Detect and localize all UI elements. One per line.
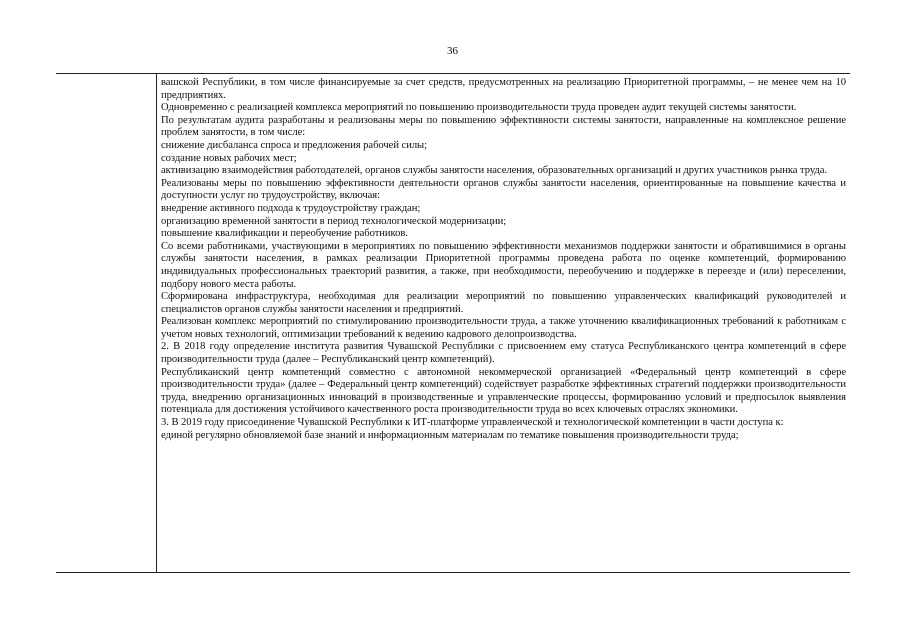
paragraph: снижение дисбаланса спроса и предложения рабочей силы; xyxy=(161,139,428,151)
paragraph: По результатам аудита разработаны и реализованы меры по повышению эффективности системы занятости, направленные на комплексное решение проблем занятости, в том числе: xyxy=(161,114,846,139)
paragraph: единой регулярно обновляемой базе знаний и информационным материалам по тематике повышения производительности труда; xyxy=(161,429,739,441)
paragraph: вашской Республики, в том числе финансируемые за счет средств, предусмотренных на реализацию Приоритетной программы, – не менее чем на 10 предприятиях. xyxy=(161,77,846,101)
paragraph: Сформирована инфраструктура, необходимая для реализации мероприятий по повышению управленческих квалификаций руководителей и специалистов органов службы занятости населения и предприятий. xyxy=(161,291,846,315)
paragraph: повышение квалификации и переобучение работников. xyxy=(161,228,408,240)
paragraph: 2. В 2018 году определение института развития Чувашской Республики с присвоением ему статуса Республиканского центра компетенций в сфере производительности труда (далее – Республиканский центр компетенций). xyxy=(161,341,846,366)
table-left-cell xyxy=(56,74,157,572)
page-number: 36 xyxy=(447,45,458,57)
paragraph: Со всеми работниками, участвующими в мероприятиях по повышению эффективности механизмов поддержки занятости и обратившимися в органы службы занятости населения, в рамках реализации Приоритетной программы проведена работа по оценке компетенций, формированию индивидуальных профессиональных траекторий развития, а также, при необходимости, переобучению и поддержке в переезде и (или) переселении, подбору нового места работы. xyxy=(161,240,846,290)
paragraph: Реализованы меры по повышению эффективности деятельности органов службы занятости населения, ориентированные на повышение качества и доступности услуг по трудоустройству, включая: xyxy=(161,177,846,202)
paragraph: 3. В 2019 году присоединение Чувашской Республики к ИТ-платформе управленческой и технологической компетенции в части доступа к: xyxy=(161,417,784,429)
table-right-cell xyxy=(157,74,850,572)
paragraph: активизацию взаимодействия работодателей, органов службы занятости населения, образовательных организаций и других участников рынка труда. xyxy=(161,165,827,177)
paragraph: внедрение активного подхода к трудоустройству граждан; xyxy=(161,202,421,214)
paragraph: Одновременно с реализацией комплекса мероприятий по повышению производительности труда проведен аудит текущей системы занятости. xyxy=(161,102,797,114)
paragraph: Республиканский центр компетенций совместно с автономной некоммерческой организацией «Федеральный центр компетенций в сфере производительности труда» (далее – Федеральный центр компетенций) содействует разработке эффективных стратегий поддержки производительности труда, внедрению организационных инноваций в производственные и управленческие процессы, формированию условий и предпосылок выявления потенциала для достижения устойчивого качественного роста производительности труда во всех ключевых отраслях экономики. xyxy=(161,366,846,416)
paragraph: организацию временной занятости в период технологической модернизации; xyxy=(161,215,507,227)
paragraph: Реализован комплекс мероприятий по стимулированию производительности труда, а также уточнению квалификационных требований к работникам с учетом новых технологий, оптимизации требований к ведению кадрового делопроизводства. xyxy=(161,316,846,340)
content-table xyxy=(56,73,850,573)
paragraph: создание новых рабочих мест; xyxy=(161,152,297,164)
